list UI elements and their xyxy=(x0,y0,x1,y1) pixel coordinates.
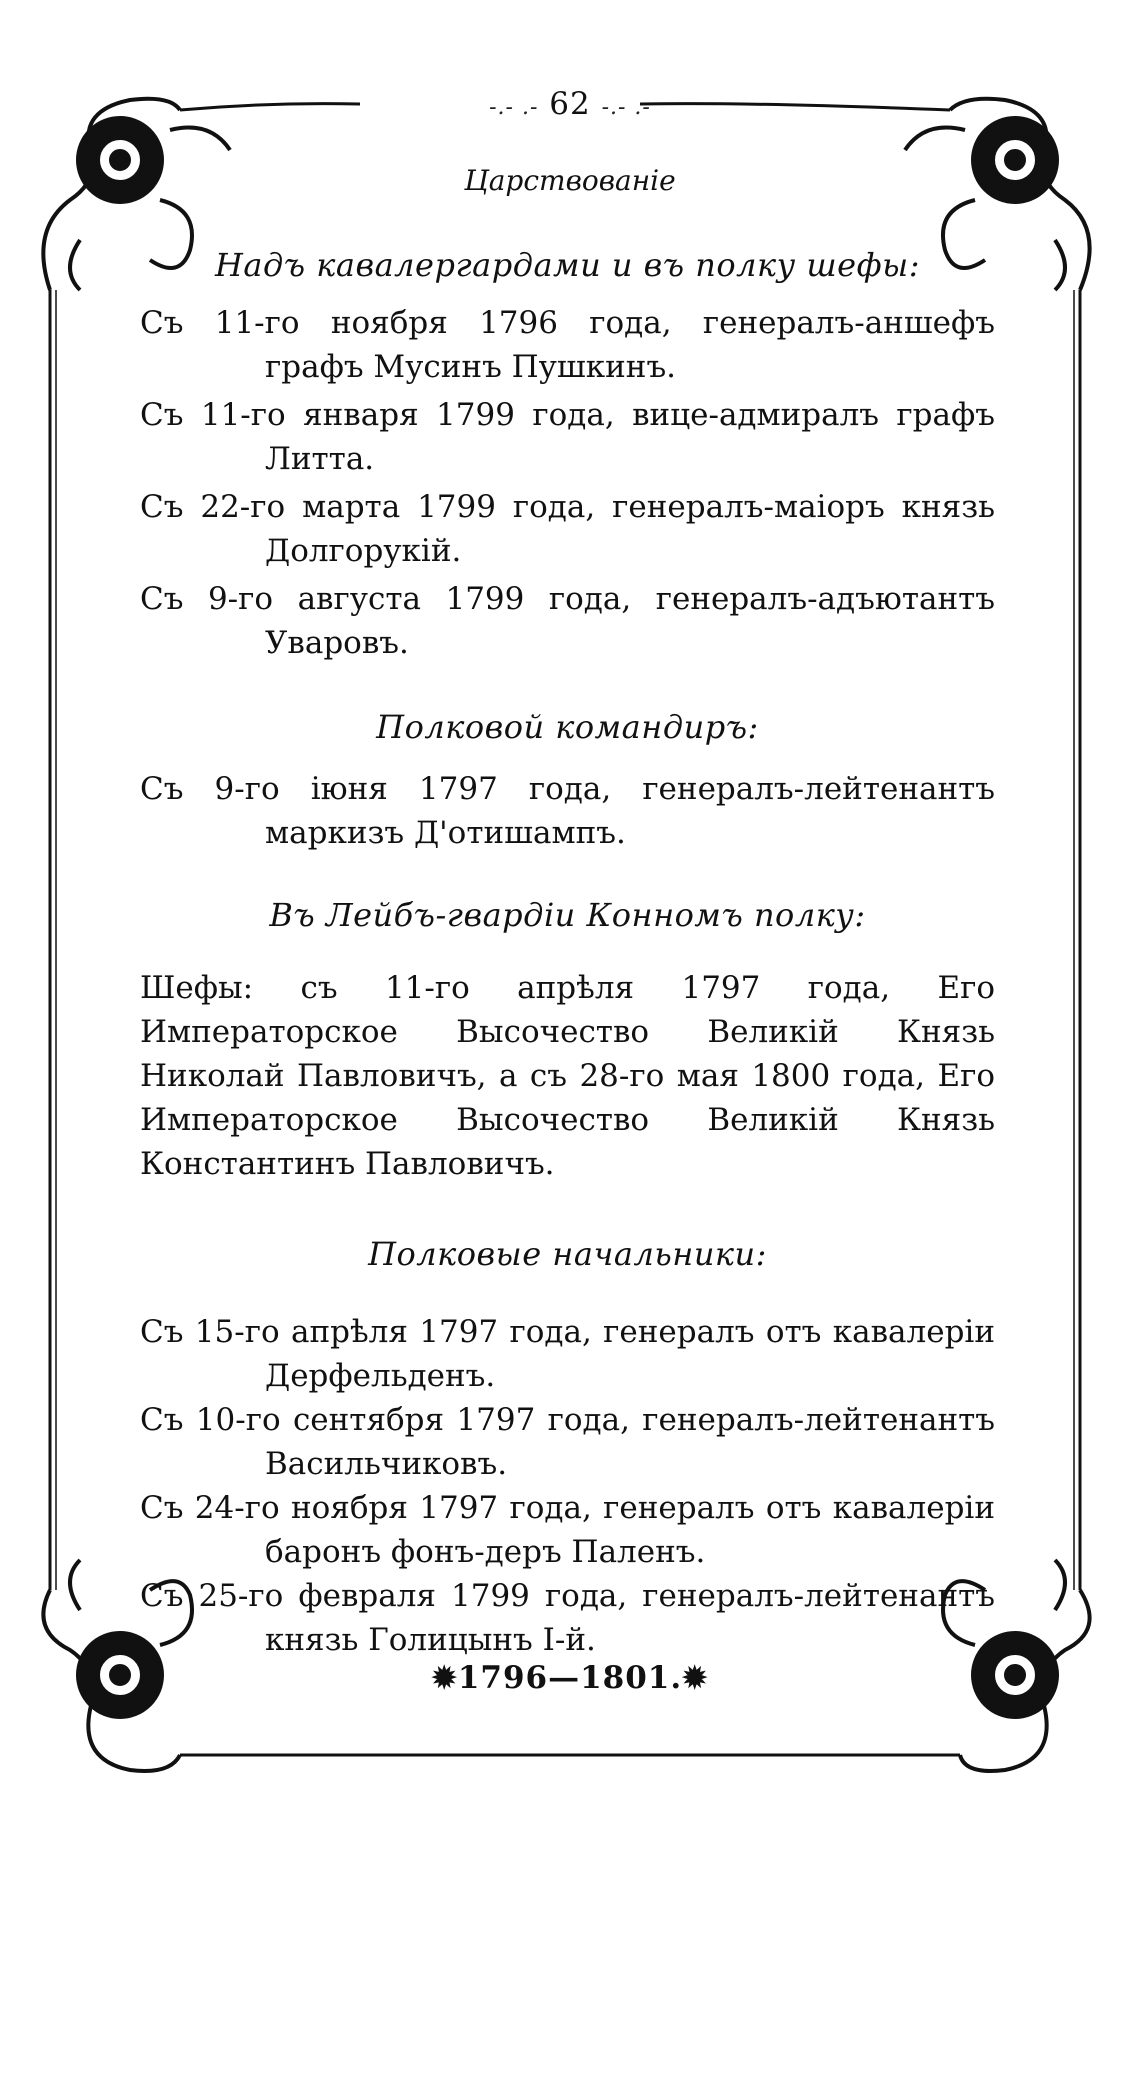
page-number xyxy=(0,86,1140,122)
list-item: Съ 15-го апрѣля 1797 года, генералъ отъ кавалеріи Дерфельденъ. xyxy=(140,1314,995,1394)
section-heading: Въ Лейбъ-гвардіи Конномъ полку: xyxy=(269,896,866,934)
page-body xyxy=(140,245,995,1662)
list-item: Съ 25-го февраля 1799 года, генералъ-лейтенантъ князь Голицынъ І-й. xyxy=(140,1578,995,1658)
section-regimental-chiefs xyxy=(140,1234,995,1662)
list-item: Съ 10-го сентября 1797 года, генералъ-лейтенантъ Васильчиковъ. xyxy=(140,1402,995,1482)
list-item: Съ 9-го іюня 1797 года, генералъ-лейтенантъ маркизъ Д'отишампъ. xyxy=(140,771,995,851)
reign-years-value: 1796—1801. xyxy=(457,1660,683,1696)
page-number-value: 62 xyxy=(549,86,591,122)
reign-years xyxy=(0,1660,1140,1696)
section-heading: Полковой командиръ: xyxy=(376,708,759,746)
list-item: Съ 11-го января 1799 года, вице-адмиралъ графъ Литта. xyxy=(140,397,995,477)
running-head: Царствованіе xyxy=(464,164,676,197)
section-heading: Надъ кавалергардами и въ полку шефы: xyxy=(215,246,920,284)
list-item: Съ 11-го ноября 1796 года, генералъ-аншефъ графъ Мусинъ Пушкинъ. xyxy=(140,305,995,385)
list-item: Съ 22-го марта 1799 года, генералъ-маіоръ князь Долгорукій. xyxy=(140,489,995,569)
paragraph: Шефы: съ 11-го апрѣля 1797 года, Его Императорское Высочество Великій Князь Николай Павловичъ, а съ 28-го мая 1800 года, Его Императорское Высочество Великій Князь Константинъ Павловичъ. xyxy=(140,970,995,1182)
section-horse-guards xyxy=(140,895,995,1186)
list-item: Съ 24-го ноября 1797 года, генералъ отъ кавалеріи баронъ фонъ-деръ Паленъ. xyxy=(140,1490,995,1570)
star-icon: ✹ xyxy=(682,1661,709,1696)
star-icon: ✹ xyxy=(431,1661,458,1696)
page-number-ornament-right: -.- .- xyxy=(601,95,651,120)
section-chiefs xyxy=(140,245,995,665)
list-item: Съ 9-го августа 1799 года, генералъ-адъютантъ Уваровъ. xyxy=(140,581,995,661)
section-regimental-commander xyxy=(140,707,995,855)
section-heading: Полковые начальники: xyxy=(368,1235,767,1273)
page-number-ornament-left: -.- .- xyxy=(489,95,539,120)
